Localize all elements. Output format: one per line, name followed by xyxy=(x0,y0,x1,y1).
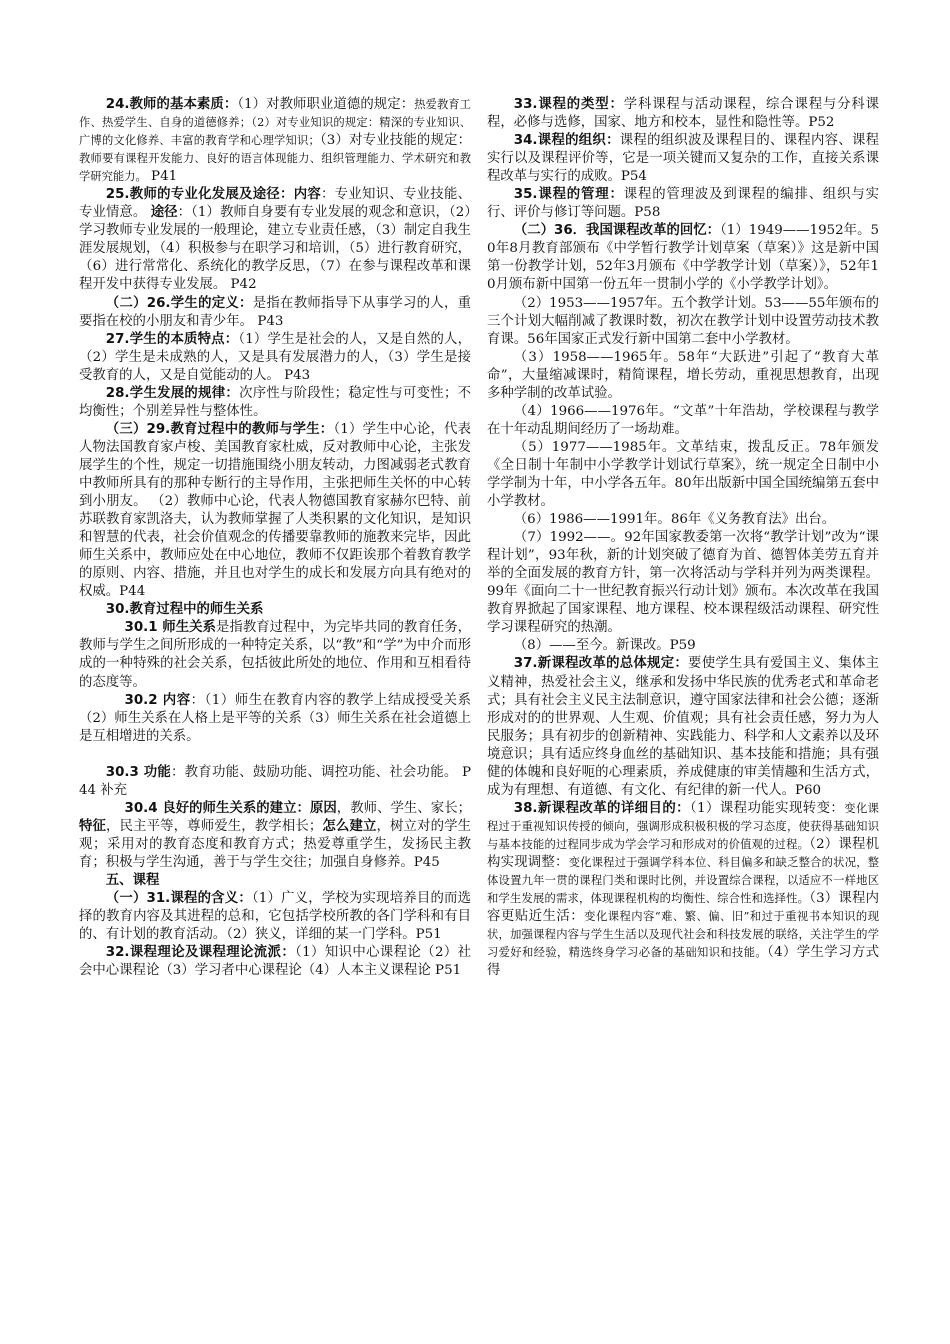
body-text: P41 xyxy=(146,169,178,185)
para-36-3 xyxy=(487,349,879,403)
heading-text: （一）31.课程的含义： xyxy=(105,891,252,907)
body-text: （3）1958——1965年。58年“大跃进”引起了“教育大革命”，大量缩减课时，精简课程，增长劳动，重视思想教育，出现多种学制的改革试验。 xyxy=(487,349,879,401)
heading-text: 28.学生发展的规律： xyxy=(105,385,240,401)
section-heading-curriculum xyxy=(79,872,471,890)
heading-text: 24.教师的基本素质： xyxy=(105,97,238,112)
heading-text: 37.新课程改革的总体规定： xyxy=(513,656,689,672)
body-text: 是指在教师指导下从事学习的人，重要指在校的小朋友和青少年。 P43 xyxy=(79,295,471,329)
body-text: 教师要有课程开发能力、良好的语言体现能力、组织管理能力、学术研究和教学研究能力。 xyxy=(79,152,471,184)
body-text: 是指教育过程中，为完毕共同的教育任务，教师与学生之间所形成的一种特定关系，以“教”和“学”为中介而形成的一种特殊的社会关系，包括彼此所处的地位、作用和互相看待的态度等。 xyxy=(79,620,472,690)
heading-text: 34.课程的组织： xyxy=(513,133,620,149)
body-text: 次序性与阶段性；稳定性与可变性；不均衡性；个别差异性与整体性。 xyxy=(79,385,471,419)
body-text: ，民主平等，尊师爱生，教学相长； xyxy=(106,818,323,834)
para-30-1 xyxy=(79,619,471,691)
para-36-4 xyxy=(487,403,879,439)
left-column xyxy=(79,96,471,980)
para-38 xyxy=(487,800,879,980)
body-text: 变化课程过于重视知识传授的倾向，强调形成积极积极的学习态度，使获得基础知识与基本技能的过程同步成为学会学习和形成对的价值观的过程。 xyxy=(487,801,879,851)
body-text: （1）课程功能实现转变： xyxy=(689,800,845,816)
heading-text: 38.新课程改革的详细目的： xyxy=(513,800,690,816)
body-text: 要使学生具有爱国主义、集体主义精神，热爱社会主义，继承和发扬中华民族的优秀老式和革命老式；具有社会主义民主法制意识，遵守国家法律和社会公德；逐渐形成对的的世界观、人生观、价值观；具有社会责任感，努力为人民服务；具有初步的创新精神、实践能力、科学和人文素养以及环境意识；具有适应终身血丝的基础知识、基本技能和措施；具有强健的体魄和良好呃的心理素质，养成健康的审美情趣和生活方式，成为有理想、有道德、有文化、有纪律的新一代人。P60 xyxy=(487,656,880,798)
para-33 xyxy=(487,96,879,132)
para-36-6 xyxy=(487,511,879,529)
heading-text: （三）29.教育过程中的教师与学生： xyxy=(105,421,334,437)
body-text: 课程的管理波及到课程的编排、组织与实行、评价与修订等问题。P58 xyxy=(487,187,879,221)
para-26 xyxy=(79,295,471,331)
body-text: （4）学生学习方式得 xyxy=(487,945,879,979)
right-column xyxy=(487,96,879,980)
heading-text: 五、课程 xyxy=(105,872,160,888)
body-text: （3）对专业技能的规定： xyxy=(319,133,471,149)
para-24 xyxy=(79,96,471,186)
body-text: （8）——至今。新课改。P59 xyxy=(513,638,696,654)
body-text: ，树立对的学生观；采用对的教育态度和教育方式；热爱尊重学生，发扬民主教育；积极与学生沟通，善于与学生交往；加强自身修养。P45 xyxy=(79,818,472,870)
heading-text: 35.课程的管理： xyxy=(513,187,624,203)
heading-text: 怎么建立 xyxy=(322,818,377,834)
body-text: （7）1992——。92年国家教委第一次将“教学计划”改为“课程计划”，93年秋，新的计划突破了德育为首、德智体美劳五育并举的全面发展的教育方针，第一次将活动与学科并列为两类课程。99年《面向二十一世纪教育振兴行动计划》颁布。本次改革在我国教育界掀起了国家课程、地方课程、校本课程级活动课程、研究性学习课程研究的热潮。 xyxy=(487,530,879,636)
body-text: 变化课程内容“难、繁、偏、旧”和过于重视书本知识的现状，加强课程内容与学生生活以及现代社会和科技发展的联络，关注学生的学习爱好和经验，精选终身学习必备的基础知识和技能。 xyxy=(487,910,880,960)
body-text: ：（1）师生在教育内容的教学上结成授受关系（2）师生关系在人格上是平等的关系（3）师生关系在社会道德上是互相增进的关系。 xyxy=(79,692,471,744)
para-36 xyxy=(487,222,879,294)
body-text: ：专业知识、专业技能、专业情意。 xyxy=(79,187,471,221)
body-text: （5）1977——1985年。文革结束，拨乱反正。78年颁发《全日制十年制中小学教学计划试行草案》，统一规定全日制中小学学制为十年，中小学各五年。80年出版新中国全国统编第五套中小学教材。 xyxy=(487,439,879,510)
para-30-4 xyxy=(79,800,471,872)
heading-text: 30.1 师生关系 xyxy=(124,620,216,636)
para-31 xyxy=(79,890,471,944)
body-text: （1）广义，学校为实现培养目的而选择的教育内容及其进程的总和，它包括学校所教的各门学科和有目的、有计划的教育活动。（2）狭义，详细的某一门学科。P51 xyxy=(79,891,471,943)
heading-text: 30.教育过程中的师生关系 xyxy=(105,602,264,618)
heading-text: 30.3 功能 xyxy=(105,764,172,780)
body-text: （6）1986——1991年。86年《义务教育法》出台。 xyxy=(513,512,836,528)
para-36-8 xyxy=(487,637,879,655)
heading-text: 25.教师的专业化发展及途径：内容 xyxy=(105,187,322,203)
para-25 xyxy=(79,186,471,294)
heading-text: （二）36．我国课程改革的回忆： xyxy=(513,223,721,239)
para-34 xyxy=(487,132,879,186)
para-36-2 xyxy=(487,295,879,349)
body-text: （1）学生中心论，代表人物法国教育家卢梭、美国教育家杜威，反对教师中心论，主张发展学生的个性，规定一切措施围绕小朋友转动，力图减弱老式教育中教师所具有的那种专断行的主导作用，主张把师生关怀的中心转到小朋友。 （2）教师中心论，代表人物德国教育家赫尔巴特、前苏联教育家凯洛夫，认为教师掌握了人类积累的文化知识，是知识和智慧的代表，社会价值观念的传播要靠教师的施教来完毕，因此师生关系中，教师应处在中心地位，教师不仅距诶那个着教育教学的原则、内容、措施，并且也对学生的成长和发展方向具有绝对的权威。P44 xyxy=(79,421,471,600)
body-text: （1）1949——1952年。50年8月教育部颁布《中学暂行教学计划草案（草案）》这是新中国第一份教学计划，52年3月颁布《中学教学计划（草案）》，52年10月颁布新中国第一份五年一贯制小学的《小学教学计划》。 xyxy=(487,223,879,293)
heading-30 xyxy=(79,601,471,619)
body-text: 学科课程与活动课程，综合课程与分科课程，必修与选修，国家、地方和校本，显性和隐性等。P52 xyxy=(487,97,879,131)
body-text: （1）学生是社会的人，又是自然的人，（2）学生是未成熟的人，又是具有发展潜力的人，（3）学生是接受教育的人，又是自觉能动的人。 P43 xyxy=(79,331,471,383)
para-28 xyxy=(79,385,471,421)
body-text: （3）课程内容更贴近生活： xyxy=(487,891,879,925)
body-text: 热爱教育工作、热爱学生、自身的道德修养；（2）对专业知识的规定：精深的专业知识、广博的文化修养、丰富的教育学和心理学知识； xyxy=(79,98,471,148)
heading-text: 途径 xyxy=(150,205,178,221)
heading-text: （二）26.学生的定义： xyxy=(105,295,253,311)
body-text: （4）1966——1976年。“文革”十年浩劫，学校课程与教学在十年动乱期间经历了一场劫难。 xyxy=(487,403,879,437)
heading-text: 32.课程理论及课程理论流派： xyxy=(105,945,296,961)
para-36-7 xyxy=(487,529,879,637)
para-32 xyxy=(79,944,471,980)
para-30-3 xyxy=(79,764,471,800)
body-text: ：教育功能、鼓励功能、调控功能、社会功能。 P44 补充 xyxy=(79,764,471,798)
heading-text: 27.学生的本质特点： xyxy=(105,331,239,347)
body-text: 变化课程过于强调学科本位、科目偏多和缺乏整合的状况，整体设置九年一贯的课程门类和课时比例，并设置综合课程，以适应不一样地区和学生发展的需求，体现课程机构的均衡性、综合性和选择性。 xyxy=(487,855,879,906)
body-text: 课程的组织波及课程目的、课程内容、课程实行以及课程评价等，它是一项关键而又复杂的工作，直接关系课程改革与实行的成败。P54 xyxy=(487,133,879,185)
heading-text: 特征 xyxy=(79,818,107,834)
para-30-2 xyxy=(79,692,471,746)
body-text: （2）1953——1957年。五个教学计划。53——55年颁布的三个计划大幅削减了教课时数，初次在教学计划中设置劳动技术教育课。56年国家正式发行新中国第二套中小学教材。 xyxy=(487,295,879,347)
para-27 xyxy=(79,331,471,385)
para-35 xyxy=(487,186,879,222)
para-36-5 xyxy=(487,439,879,511)
heading-text: 30.2 内容 xyxy=(124,692,191,708)
body-text: ：（1）教师自身要有专业发展的观念和意识，（2）学习教师专业发展的一般理论，建立专业责任感，（3）制定自我生涯发展规划，（4）积极参与在职学习和培训，（5）进行教育研究，（6）进行常常化、系统化的教学反思，（7）在参与课程改革和课程开发中获得专业发展。 P42 xyxy=(79,205,472,293)
body-text: （1）对教师职业道德的规定： xyxy=(237,97,415,112)
para-37 xyxy=(487,655,879,799)
para-29 xyxy=(79,421,471,601)
heading-text: 30.4 良好的师生关系的建立：原因 xyxy=(124,800,337,816)
body-text: （1）知识中心课程论（2）社会中心课程论（3）学习者中心课程论（4）人本主义课程论 P51 xyxy=(79,945,471,979)
body-text: （2）课程机构实现调整： xyxy=(487,836,879,870)
heading-text: 33.课程的类型： xyxy=(513,97,624,112)
body-text: ，教师、学生、家长； xyxy=(336,800,472,816)
